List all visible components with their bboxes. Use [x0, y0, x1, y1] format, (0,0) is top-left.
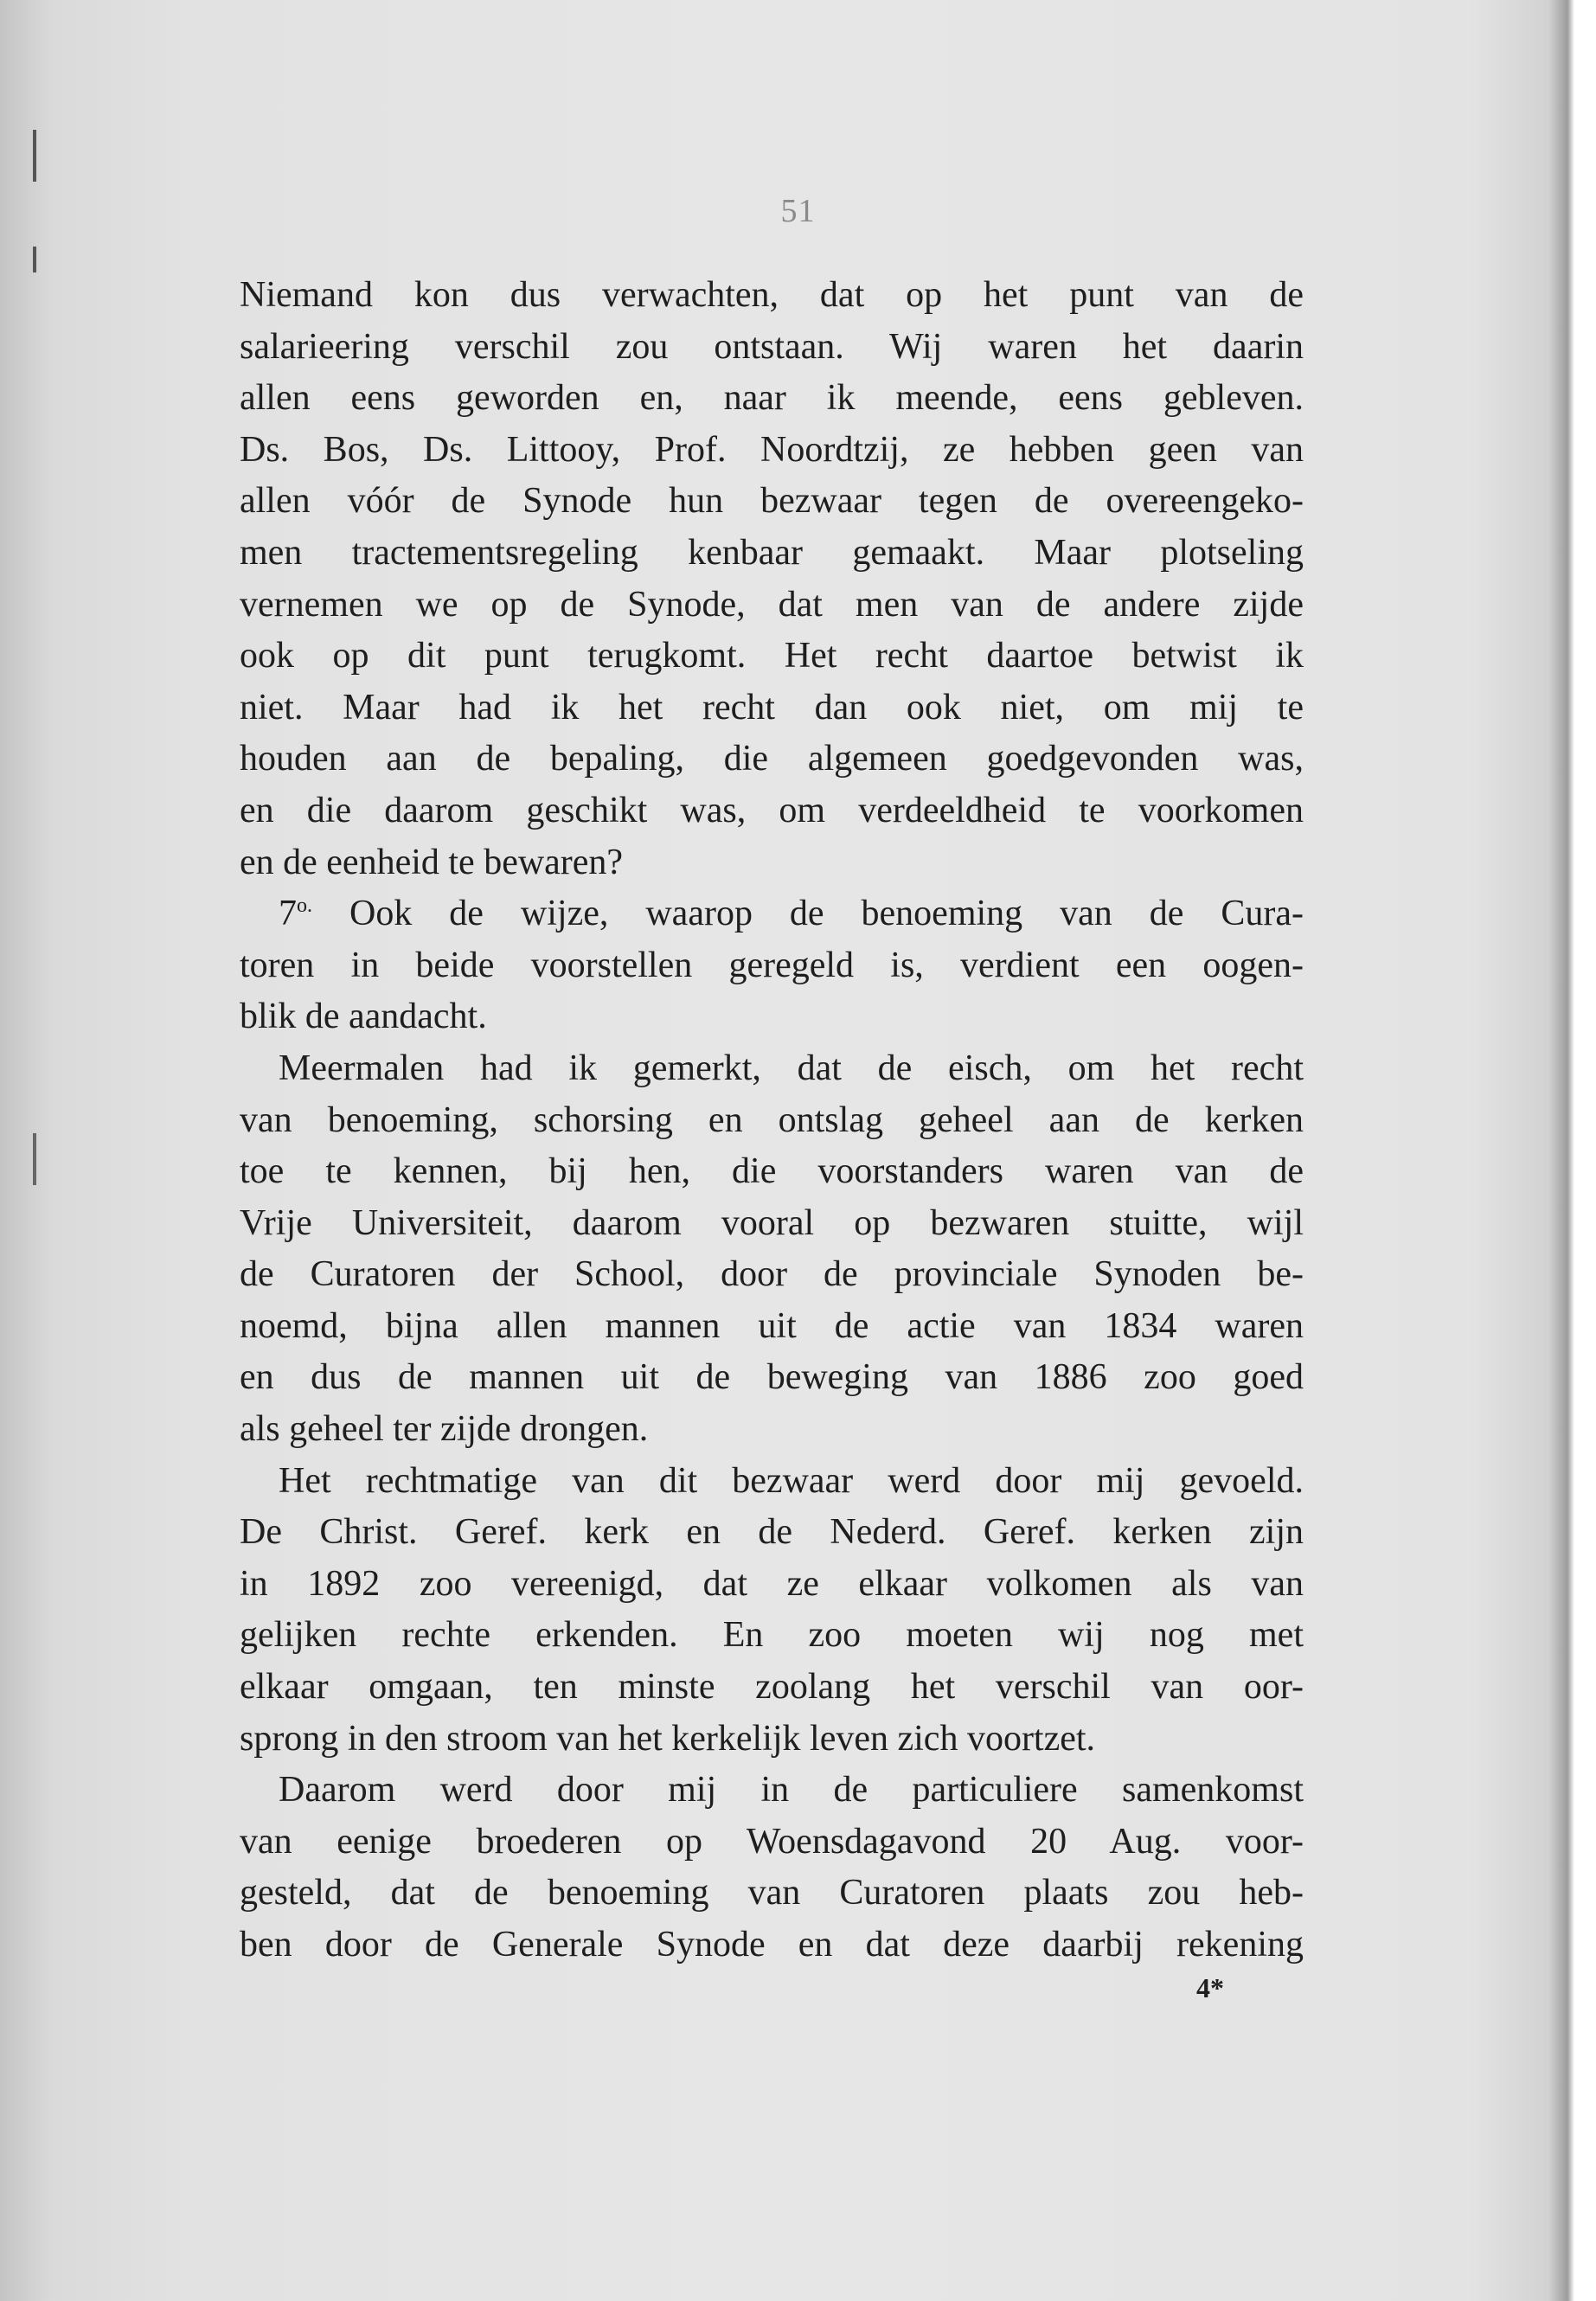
- text-line: Daarom werd door mij in de particuliere samenkomst: [279, 1770, 1304, 1811]
- text-line: niet. Maar had ik het recht dan ook niet, om mij te: [240, 687, 1304, 727]
- text-line: blik de aandacht.: [240, 997, 487, 1037]
- text-line: toren in beide voorstellen geregeld is, verdient een oogen-: [240, 945, 1304, 985]
- text-line: Het rechtmatige van dit bezwaar werd door mij gevoeld.: [279, 1460, 1304, 1501]
- text-line-numbered: [240, 888, 1304, 940]
- text-line: sprong in den stroom van het kerkelijk leven zich voortzet.: [240, 1718, 1096, 1759]
- text-line: houden aan de bepaling, die algemeen goedgevonden was,: [240, 739, 1304, 779]
- text-line: ben door de Generale Synode en dat deze daarbij rekening: [240, 1925, 1304, 1965]
- text-line: allen vóór de Synode hun bezwaar tegen de overeengeko-: [240, 481, 1304, 522]
- binding-mark: [33, 130, 36, 182]
- text-line: gesteld, dat de benoeming van Curatoren plaats zou heb-: [240, 1873, 1304, 1913]
- text-line: en die daarom geschikt was, om verdeeldheid te voorkomen: [240, 790, 1304, 830]
- text-line: de Curatoren der School, door de provinciale Synoden be-: [240, 1254, 1304, 1295]
- text-line: van eenige broederen op Woensdagavond 20 Aug. voor-: [240, 1821, 1304, 1862]
- text-line: salarieering verschil zou ontstaan. Wij waren het daarin: [240, 326, 1304, 367]
- text-line: als geheel ter zijde drongen.: [240, 1409, 649, 1450]
- text-line: men tractementsregeling kenbaar gemaakt. Maar plotseling: [240, 532, 1304, 573]
- text-line: gelijken rechte erkenden. En zoo moeten wij nog met: [240, 1615, 1304, 1656]
- text-line: allen eens geworden en, naar ik meende, eens gebleven.: [240, 378, 1304, 419]
- binding-mark: [33, 247, 36, 272]
- page-number: 51: [780, 193, 816, 229]
- body-text: [240, 270, 1304, 1971]
- text-line: ook op dit punt terugkomt. Het recht daartoe betwist ik: [240, 636, 1304, 676]
- item-number-suffix: o.: [297, 894, 312, 918]
- text-line: Ds. Bos, Ds. Littooy, Prof. Noordtzij, ze hebben geen van: [240, 429, 1304, 470]
- text-line: vernemen we op de Synode, dat men van de andere zijde: [240, 584, 1304, 625]
- signature-mark: 4*: [1196, 1972, 1224, 2003]
- text-line: toe te kennen, bij hen, die voorstanders waren van de: [240, 1151, 1304, 1192]
- text-line: elkaar omgaan, ten minste zoolang het verschil van oor-: [240, 1667, 1304, 1708]
- text-line: en de eenheid te bewaren?: [240, 842, 624, 882]
- text-line: en dus de mannen uit de beweging van 1886 zoo goed: [240, 1357, 1304, 1398]
- text-line: Niemand kon dus verwachten, dat op het punt van de: [240, 275, 1304, 315]
- text-line: Meermalen had ik gemerkt, dat de eisch, om het recht: [279, 1048, 1304, 1088]
- text-line: in 1892 zoo vereenigd, dat ze elkaar volkomen als van: [240, 1563, 1304, 1604]
- text-line: noemd, bijna allen mannen uit de actie van 1834 waren: [240, 1305, 1304, 1346]
- text-line: Ook de wijze, waarop de benoeming van de Cura-: [349, 894, 1304, 934]
- text-line: van benoeming, schorsing en ontslag geheel aan de kerken: [240, 1099, 1304, 1140]
- text-line: Vrije Universiteit, daarom vooral op bezwaren stuitte, wijl: [240, 1202, 1304, 1243]
- text-line: De Christ. Geref. kerk en de Nederd. Geref. kerken zijn: [240, 1512, 1304, 1553]
- item-number: 7: [279, 894, 297, 934]
- binding-mark: [33, 1133, 36, 1185]
